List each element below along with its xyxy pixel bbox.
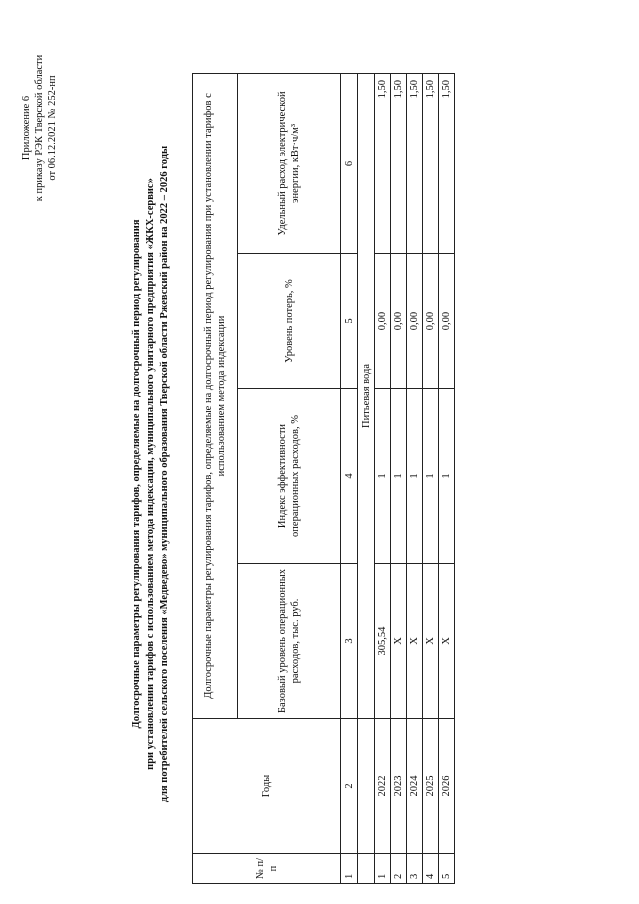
col-number: 2 — [341, 719, 358, 854]
row-efficiency-index: 1 — [391, 389, 407, 564]
table-row — [439, 73, 455, 883]
document-title — [130, 84, 172, 864]
row-base-level: X — [391, 564, 407, 719]
header-loss-level: Уровень потерь, % — [238, 254, 341, 389]
appendix-note — [20, 18, 59, 238]
row-number: 4 — [423, 854, 439, 884]
col-number: 1 — [341, 854, 358, 884]
row-year: 2023 — [391, 719, 407, 854]
header-row-1 — [193, 73, 238, 883]
col-number: 5 — [341, 254, 358, 389]
row-number: 3 — [407, 854, 423, 884]
row-efficiency-index: 1 — [439, 389, 455, 564]
row-energy: 1,50 — [407, 73, 423, 253]
row-base-level: X — [423, 564, 439, 719]
row-energy: 1,50 — [391, 73, 407, 253]
row-year: 2022 — [375, 719, 391, 854]
table-row — [375, 73, 391, 883]
section-title: Питьевая вода — [358, 73, 375, 718]
table-row — [407, 73, 423, 883]
row-loss-level: 0,00 — [407, 254, 423, 389]
section-empty-cell — [358, 854, 375, 884]
col-number: 6 — [341, 73, 358, 253]
row-base-level: 305,54 — [375, 564, 391, 719]
row-efficiency-index: 1 — [423, 389, 439, 564]
header-efficiency-index: Индекс эффективности операционных расходов, % — [238, 389, 341, 564]
row-year: 2025 — [423, 719, 439, 854]
row-number: 2 — [391, 854, 407, 884]
row-loss-level: 0,00 — [439, 254, 455, 389]
appendix-line-2: к приказу РЭК Тверской области — [34, 54, 45, 202]
table-row — [423, 73, 439, 883]
col-number: 4 — [341, 389, 358, 564]
row-loss-level: 0,00 — [423, 254, 439, 389]
header-base-level: Базовый уровень операционных расходов, тыс. руб. — [238, 564, 341, 719]
header-num: № п/п — [193, 854, 341, 884]
row-energy: 1,50 — [423, 73, 439, 253]
row-number: 5 — [439, 854, 455, 884]
table-row — [391, 73, 407, 883]
title-line-2: при установлении тарифов с использованием метода индексации, муниципального унитарного предприятия «ЖКХ-сервис» — [145, 178, 156, 770]
row-energy: 1,50 — [375, 73, 391, 253]
section-row — [358, 73, 375, 883]
row-year: 2026 — [439, 719, 455, 854]
header-energy-consumption: Удельный расход электрической энергии, кВт·ч/м³ — [238, 73, 341, 253]
row-loss-level: 0,00 — [375, 254, 391, 389]
row-year: 2024 — [407, 719, 423, 854]
row-energy: 1,50 — [439, 73, 455, 253]
col-number: 3 — [341, 564, 358, 719]
header-group: Долгосрочные параметры регулирования тарифов, определяемые на долгосрочный период регулирования при установлении тарифов с использованием метода индексации — [193, 73, 238, 718]
row-loss-level: 0,00 — [391, 254, 407, 389]
row-base-level: X — [407, 564, 423, 719]
header-years: Годы — [193, 719, 341, 854]
appendix-line-1: Приложение 6 — [21, 95, 32, 161]
row-base-level: X — [439, 564, 455, 719]
parameters-table — [192, 73, 455, 884]
row-number: 1 — [375, 854, 391, 884]
column-number-row — [341, 73, 358, 883]
appendix-line-3: от 06.12.2021 № 252-нп — [47, 75, 58, 181]
row-efficiency-index: 1 — [407, 389, 423, 564]
row-efficiency-index: 1 — [375, 389, 391, 564]
section-empty-cell — [358, 719, 375, 854]
title-line-3: для потребителей сельского поселения «Медведево» муниципального образования Тверской области Ржевский район на 2022 – 2026 годы — [159, 145, 170, 803]
title-line-1: Долгосрочные параметры регулирования тарифов, определяемые на долгосрочный период регулирования — [131, 219, 142, 729]
